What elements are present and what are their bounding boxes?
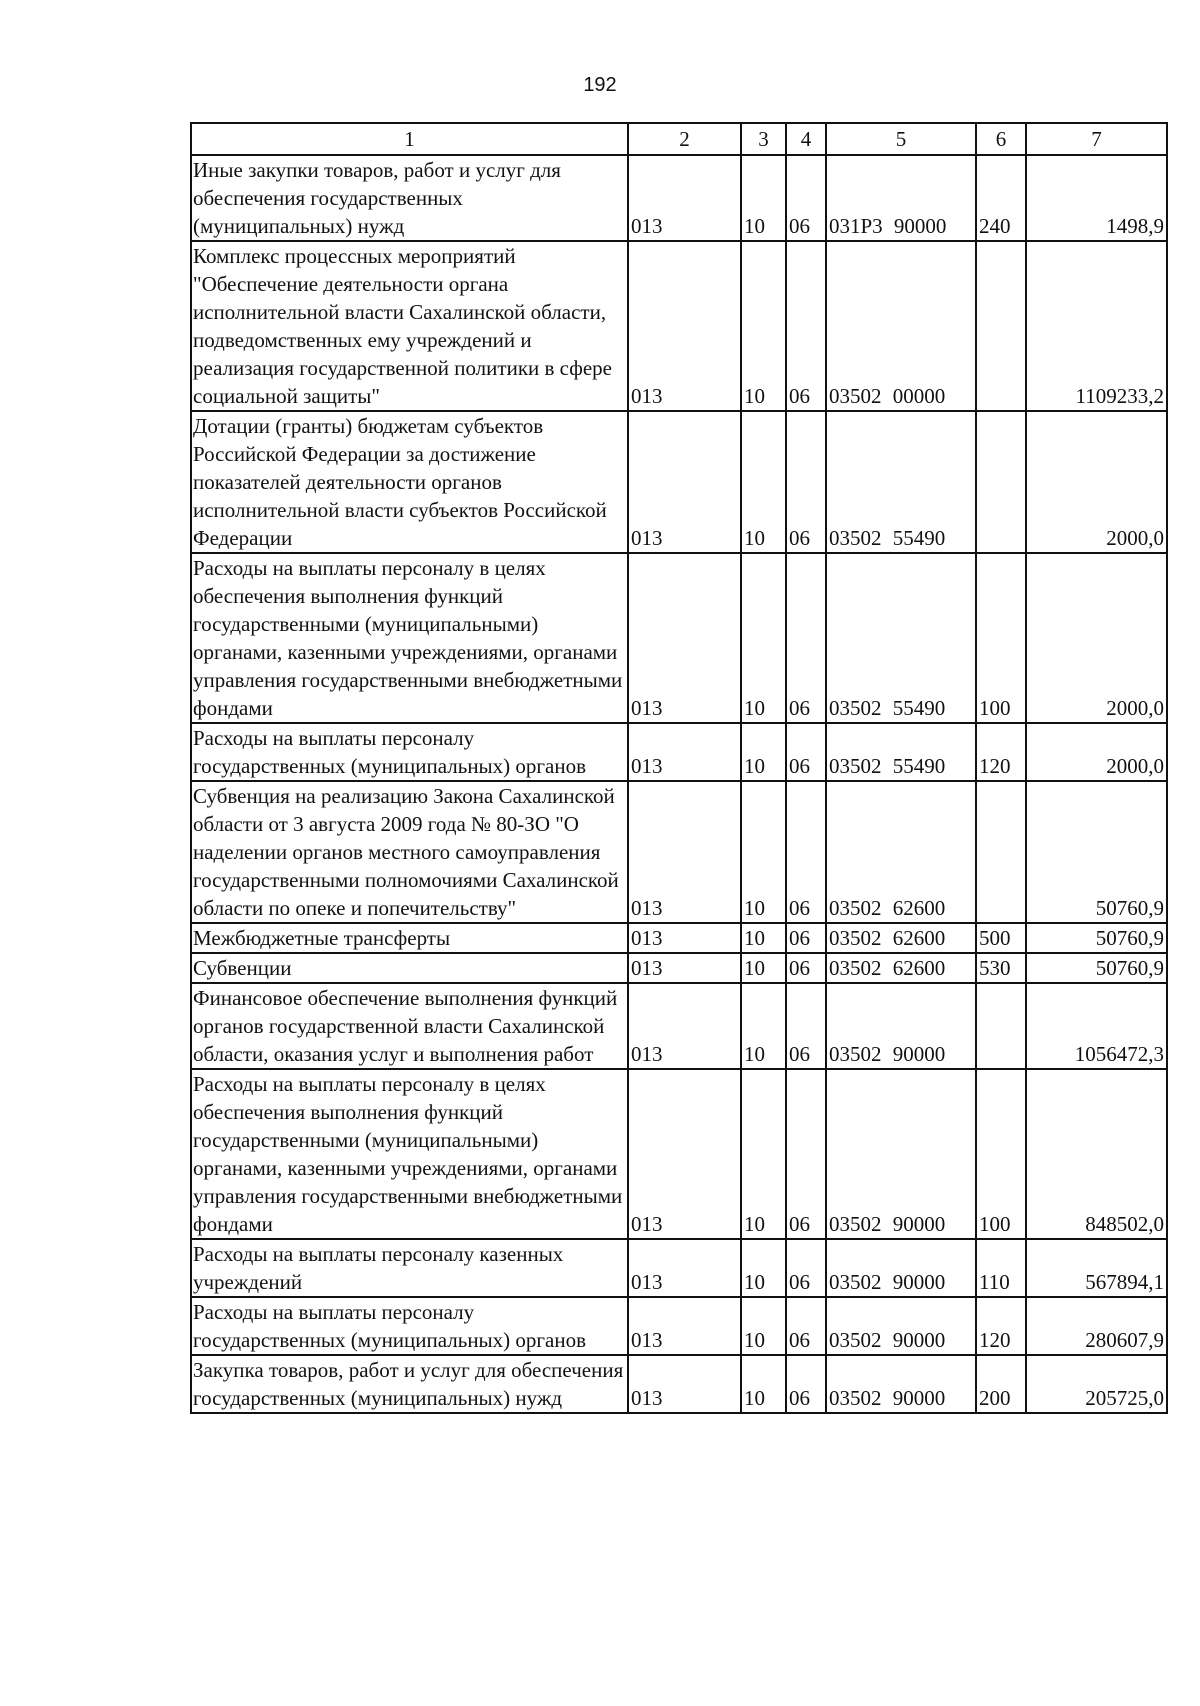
header-cell: 2 xyxy=(628,123,741,155)
row-name: Финансовое обеспечение выполнения функций органов государственной власти Сахалинской области, оказания услуг и выполнения работ xyxy=(191,983,628,1069)
row-name: Расходы на выплаты персоналу казенных учреждений xyxy=(191,1239,628,1297)
header-cell: 3 xyxy=(741,123,786,155)
target-article-cell: 03502 62600 xyxy=(826,781,976,923)
grbs-cell: 013 xyxy=(628,1069,741,1239)
table-row xyxy=(191,411,1167,553)
amount-cell: 50760,9 xyxy=(1026,953,1167,983)
section-cell: 10 xyxy=(741,241,786,411)
grbs-cell: 013 xyxy=(628,983,741,1069)
table-row xyxy=(191,781,1167,923)
section-cell: 10 xyxy=(741,155,786,241)
table-row xyxy=(191,953,1167,983)
table-row xyxy=(191,1297,1167,1355)
row-name: Расходы на выплаты персоналу в целях обеспечения выполнения функций государственными (муниципальными) органами, казенными учреждениями, органами управления государственными внебюджетными фондами xyxy=(191,1069,628,1239)
expense-type-cell: 110 xyxy=(976,1239,1026,1297)
amount-cell: 205725,0 xyxy=(1026,1355,1167,1413)
expense-type-cell xyxy=(976,241,1026,411)
target-article-cell: 03502 90000 xyxy=(826,1297,976,1355)
subsection-cell: 06 xyxy=(786,1297,826,1355)
table-row xyxy=(191,1069,1167,1239)
target-article-cell: 03502 55490 xyxy=(826,553,976,723)
table-row xyxy=(191,241,1167,411)
subsection-cell: 06 xyxy=(786,553,826,723)
section-cell: 10 xyxy=(741,1355,786,1413)
row-name: Субвенции xyxy=(191,953,628,983)
target-article-cell: 03502 90000 xyxy=(826,983,976,1069)
header-cell: 5 xyxy=(826,123,976,155)
expense-type-cell xyxy=(976,411,1026,553)
section-cell: 10 xyxy=(741,1297,786,1355)
expense-type-cell: 200 xyxy=(976,1355,1026,1413)
section-cell: 10 xyxy=(741,723,786,781)
section-cell: 10 xyxy=(741,781,786,923)
target-article-cell: 03502 00000 xyxy=(826,241,976,411)
subsection-cell: 06 xyxy=(786,1355,826,1413)
subsection-cell: 06 xyxy=(786,781,826,923)
section-cell: 10 xyxy=(741,1239,786,1297)
header-cell: 7 xyxy=(1026,123,1167,155)
row-name: Расходы на выплаты персоналу в целях обеспечения выполнения функций государственными (муниципальными) органами, казенными учреждениями, органами управления государственными внебюджетными фондами xyxy=(191,553,628,723)
table-row xyxy=(191,155,1167,241)
table-row xyxy=(191,553,1167,723)
grbs-cell: 013 xyxy=(628,1297,741,1355)
amount-cell: 1498,9 xyxy=(1026,155,1167,241)
target-article-cell: 03502 55490 xyxy=(826,723,976,781)
target-article-cell: 03502 62600 xyxy=(826,923,976,953)
grbs-cell: 013 xyxy=(628,241,741,411)
page-number: 192 xyxy=(583,74,617,96)
amount-cell: 2000,0 xyxy=(1026,411,1167,553)
subsection-cell: 06 xyxy=(786,983,826,1069)
expense-type-cell: 240 xyxy=(976,155,1026,241)
row-name: Комплекс процессных мероприятий "Обеспечение деятельности органа исполнительной власти Сахалинской области, подведомственных ему учреждений и реализация государственной политики в сфере социальной защиты" xyxy=(191,241,628,411)
row-name: Иные закупки товаров, работ и услуг для обеспечения государственных (муниципальных) нужд xyxy=(191,155,628,241)
table-row xyxy=(191,923,1167,953)
row-name: Межбюджетные трансферты xyxy=(191,923,628,953)
target-article-cell: 03502 55490 xyxy=(826,411,976,553)
expense-type-cell: 120 xyxy=(976,723,1026,781)
amount-cell: 1109233,2 xyxy=(1026,241,1167,411)
header-row xyxy=(191,123,1167,155)
expense-type-cell: 500 xyxy=(976,923,1026,953)
expense-type-cell: 120 xyxy=(976,1297,1026,1355)
table-row xyxy=(191,1355,1167,1413)
subsection-cell: 06 xyxy=(786,241,826,411)
target-article-cell: 03502 90000 xyxy=(826,1069,976,1239)
section-cell: 10 xyxy=(741,553,786,723)
grbs-cell: 013 xyxy=(628,723,741,781)
amount-cell: 280607,9 xyxy=(1026,1297,1167,1355)
row-name: Дотации (гранты) бюджетам субъектов Российской Федерации за достижение показателей деятельности органов исполнительной власти субъектов Российской Федерации xyxy=(191,411,628,553)
grbs-cell: 013 xyxy=(628,1239,741,1297)
section-cell: 10 xyxy=(741,983,786,1069)
table-row xyxy=(191,983,1167,1069)
expense-type-cell: 100 xyxy=(976,1069,1026,1239)
section-cell: 10 xyxy=(741,953,786,983)
subsection-cell: 06 xyxy=(786,155,826,241)
expense-type-cell xyxy=(976,781,1026,923)
amount-cell: 2000,0 xyxy=(1026,553,1167,723)
amount-cell: 567894,1 xyxy=(1026,1239,1167,1297)
section-cell: 10 xyxy=(741,923,786,953)
section-cell: 10 xyxy=(741,411,786,553)
row-name: Субвенция на реализацию Закона Сахалинской области от 3 августа 2009 года № 80-ЗО "О наделении органов местного самоуправления государственными полномочиями Сахалинской области по опеке и попечительству" xyxy=(191,781,628,923)
subsection-cell: 06 xyxy=(786,1069,826,1239)
table-row xyxy=(191,1239,1167,1297)
grbs-cell: 013 xyxy=(628,553,741,723)
row-name: Закупка товаров, работ и услуг для обеспечения государственных (муниципальных) нужд xyxy=(191,1355,628,1413)
grbs-cell: 013 xyxy=(628,155,741,241)
amount-cell: 848502,0 xyxy=(1026,1069,1167,1239)
grbs-cell: 013 xyxy=(628,411,741,553)
amount-cell: 50760,9 xyxy=(1026,923,1167,953)
grbs-cell: 013 xyxy=(628,953,741,983)
expense-type-cell xyxy=(976,983,1026,1069)
subsection-cell: 06 xyxy=(786,923,826,953)
subsection-cell: 06 xyxy=(786,723,826,781)
header-cell: 4 xyxy=(786,123,826,155)
section-cell: 10 xyxy=(741,1069,786,1239)
amount-cell: 2000,0 xyxy=(1026,723,1167,781)
expense-type-cell: 530 xyxy=(976,953,1026,983)
grbs-cell: 013 xyxy=(628,923,741,953)
amount-cell: 1056472,3 xyxy=(1026,983,1167,1069)
header-cell: 6 xyxy=(976,123,1026,155)
table-row xyxy=(191,723,1167,781)
grbs-cell: 013 xyxy=(628,781,741,923)
budget-table xyxy=(190,122,1168,1414)
subsection-cell: 06 xyxy=(786,1239,826,1297)
header-cell: 1 xyxy=(191,123,628,155)
subsection-cell: 06 xyxy=(786,953,826,983)
amount-cell: 50760,9 xyxy=(1026,781,1167,923)
row-name: Расходы на выплаты персоналу государственных (муниципальных) органов xyxy=(191,1297,628,1355)
expense-type-cell: 100 xyxy=(976,553,1026,723)
target-article-cell: 03502 90000 xyxy=(826,1355,976,1413)
row-name: Расходы на выплаты персоналу государственных (муниципальных) органов xyxy=(191,723,628,781)
subsection-cell: 06 xyxy=(786,411,826,553)
grbs-cell: 013 xyxy=(628,1355,741,1413)
target-article-cell: 03502 90000 xyxy=(826,1239,976,1297)
target-article-cell: 03502 62600 xyxy=(826,953,976,983)
target-article-cell: 031Р3 90000 xyxy=(826,155,976,241)
